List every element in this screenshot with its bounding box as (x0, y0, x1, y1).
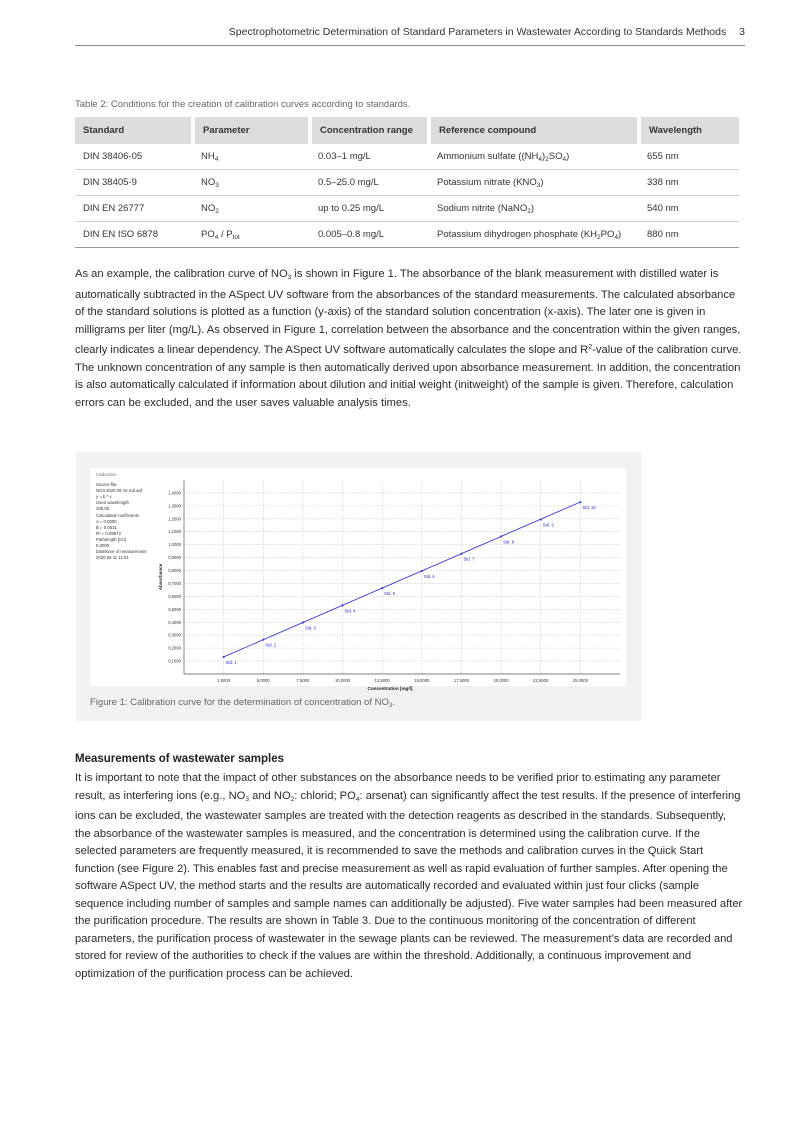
x-tick-label: 17,5000 (453, 678, 470, 683)
y-axis-label: Absorbance (158, 563, 163, 591)
figure-1 (76, 452, 641, 721)
info-line: y = b * x (96, 494, 112, 500)
cell-standard: DIN EN 26777 (75, 196, 193, 222)
x-axis-label: Concentration [mg/l] (367, 686, 413, 691)
calibration-point (341, 604, 343, 606)
cell-parameter: $NH_4$ (193, 144, 310, 170)
point-label: Std. 10 (582, 505, 596, 511)
point-label: Std. 1 (225, 659, 237, 665)
x-tick-label: 12,5000 (374, 678, 390, 683)
calibration-point (223, 656, 225, 658)
header-title: Spectrophotometric Determination of Standard Parameters in Wastewater According to Standards Methods (228, 26, 727, 38)
y-tick-label: 0,2000 (168, 645, 181, 651)
info-line: Calibration (96, 472, 117, 477)
table-row (75, 222, 739, 248)
info-line: Pathlength [cm] (96, 536, 126, 542)
col-header-wavelength: Wavelength (639, 117, 739, 144)
calibration-point (302, 621, 304, 623)
table-caption: Table 2: Conditions for the creation of calibration curves according to standards. (75, 99, 411, 110)
cell-parameter: $PO_4 / P_{tot}$ (193, 222, 310, 248)
point-label: Std. 3 (304, 625, 316, 631)
x-tick-label: 25,0000 (572, 678, 588, 683)
x-tick-label: 7,5000 (296, 678, 310, 683)
figure-caption: Figure 1: Calibration curve for the determination of concentration of $NO_3$. (90, 697, 396, 709)
y-tick-label: 0,8000 (168, 568, 181, 574)
cell-standard: DIN 38406-05 (75, 144, 193, 170)
x-tick-label: 2,5000 (217, 678, 231, 683)
info-line: Calculated coefficients (96, 512, 139, 518)
y-tick-label: 1,0000 (168, 542, 181, 548)
info-line: 338,00 (96, 506, 110, 512)
y-tick-label: 0,5000 (168, 606, 181, 612)
calibration-point (579, 501, 581, 503)
cell-range: 0.005–0.8 mg/L (310, 222, 429, 248)
body-paragraph-measurements: It is important to note that the impact of other substances on the absorbance needs to be verified prior to estimating any parameter result, as interfering ions (e.g., $NO_3$ and $NO_2$: chlorid; $PO_4$: arsenat) can significantly affect the test results. If the presence of interfering ions can be excluded, the wastewater samples are treated with the detection reagents as described in the standards. Subsequently, the absorbance of the wastewater samples is measured, and the concentration is determined using the calibration curve. If the selected parameters are frequently measured, it is recommended to save the methods and calibration curves in the Quick Start function (see Figure 2). This enables fast and precise measurement as well as rapid evaluation of further samples. After opening the software ASpect UV, the method starts and the results are automatically recorded and evaluated within just four clicks (sample sequence including number of samples and sample names can additionally be adjusted). Five water samples had been measured after the purification procedure. The results are shown in Table 3. Due to the continuous monitoring of the concentration of different parameters, the purification process of wastewater in the sewage plants can be reviewed. The measurement’s data are recorded and stored for review of the authorities to check if the values are within the threshold. Additionally, a continuous improvement and optimization of the purification process can be achieved. (75, 772, 743, 980)
info-line: 2020 06 11 11:01 (96, 555, 129, 561)
cell-range: 0.03–1 mg/L (310, 144, 429, 170)
point-label: Std. 7 (463, 556, 475, 562)
calibration-point (540, 518, 542, 520)
info-line: NO3 2020 09 15 Kal.auf (96, 488, 143, 494)
cell-reference: Potassium nitrate $(KNO_3)$ (429, 170, 639, 196)
cell-reference: Ammonium sulfate $((NH_4)_2SO_4)$ (429, 144, 639, 170)
calibration-point (500, 535, 502, 537)
col-header-reference: Reference compound (429, 117, 639, 144)
point-label: Std. 6 (423, 573, 435, 579)
y-tick-label: 0,6000 (168, 593, 181, 599)
cell-parameter: $NO_3$ (193, 170, 310, 196)
y-tick-label: 0,3000 (168, 632, 181, 638)
point-label: Std. 5 (384, 591, 396, 597)
col-header-parameter: Parameter (193, 117, 310, 144)
cell-wavelength: 880 nm (639, 222, 739, 248)
cell-reference: Sodium nitrite (NaNO$_2$) (429, 196, 639, 222)
body-paragraph-calibration: As an example, the calibration curve of $NO_3$ is shown in Figure 1. The absorbance of the blank measurement with distilled water is automatically subtracted in the ASpect UV software from the absorbances of the standard measurements. The calculated absorbance of the standard solutions is plotted as a function (y-axis) of the standard solution concentration (x-axis). The later one is given in milligrams per liter (mg/L). As observed in Figure 1, correlation between the absorbance and the concentration within the given ranges, clearly indicates a linear dependency. The ASpect UV software automatically calculates the slope and $R^2$-value of the calibration curve. The unknown concentration of any sample is then automatically derived upon absorbance measurement. In addition, the concentration is also automatically calculated if information about dilution and initial weight (initweight) of the sample is given. Therefore, calculation errors can be excluded, and the user saves valuable analysis times. (75, 268, 742, 409)
header-rule (75, 45, 745, 46)
info-line: B = 0,0531 (96, 524, 117, 530)
table-row (75, 196, 739, 222)
calibration-screenshot (90, 468, 626, 691)
cell-wavelength: 338 nm (639, 170, 739, 196)
section-heading: Measurements of wastewater samples (75, 753, 285, 765)
cell-wavelength: 540 nm (639, 196, 739, 222)
page-number: 3 (739, 26, 745, 38)
y-tick-label: 0,7000 (168, 580, 181, 586)
calibration-point (381, 587, 383, 589)
cell-wavelength: 655 nm (639, 144, 739, 170)
running-header (75, 26, 745, 38)
calibration-chart (90, 468, 626, 691)
y-tick-label: 0,4000 (168, 619, 181, 625)
cell-parameter: $NO_2$ (193, 196, 310, 222)
cell-range: 0.5–25.0 mg/L (310, 170, 429, 196)
y-tick-label: 1,1000 (168, 529, 181, 535)
y-tick-label: 0,1000 (168, 658, 181, 664)
cell-standard: DIN 38405-9 (75, 170, 193, 196)
info-line: A = 0,0000 (96, 518, 117, 524)
point-label: Std. 9 (542, 522, 554, 528)
info-line: 5,0000 (96, 543, 110, 549)
col-header-standard: Standard (75, 117, 193, 144)
calibration-point (460, 553, 462, 555)
x-tick-label: 22,5000 (533, 678, 549, 683)
calibration-point (421, 570, 423, 572)
calibration-point (262, 638, 264, 640)
y-tick-label: 1,3000 (168, 503, 181, 509)
table-header-row (75, 117, 739, 144)
cell-range: up to 0.25 mg/L (310, 196, 429, 222)
info-line: R² = 0,99972 (96, 530, 121, 536)
info-line: Source file: (96, 482, 118, 488)
point-label: Std. 4 (344, 608, 356, 614)
col-header-range: Concentration range (310, 117, 429, 144)
calibration-fit-line (224, 502, 581, 657)
cell-standard: DIN EN ISO 6878 (75, 222, 193, 248)
point-label: Std. 2 (265, 642, 277, 648)
info-line: Date/time of measurement (96, 549, 147, 555)
y-tick-label: 1,2000 (168, 516, 181, 522)
table-row (75, 170, 739, 196)
x-tick-label: 20,0000 (493, 678, 509, 683)
y-tick-label: 1,4000 (168, 490, 181, 496)
x-tick-label: 5,0000 (256, 678, 270, 683)
x-tick-label: 15,0000 (414, 678, 430, 683)
y-tick-label: 0,9000 (168, 555, 181, 561)
conditions-table (75, 117, 739, 248)
table-row (75, 144, 739, 170)
info-line: Used wavelength (96, 500, 129, 506)
point-label: Std. 8 (503, 539, 515, 545)
x-tick-label: 10,0000 (334, 678, 351, 683)
cell-reference: Potassium dihydrogen phosphate $(KH_2PO_4)$ (429, 222, 639, 248)
